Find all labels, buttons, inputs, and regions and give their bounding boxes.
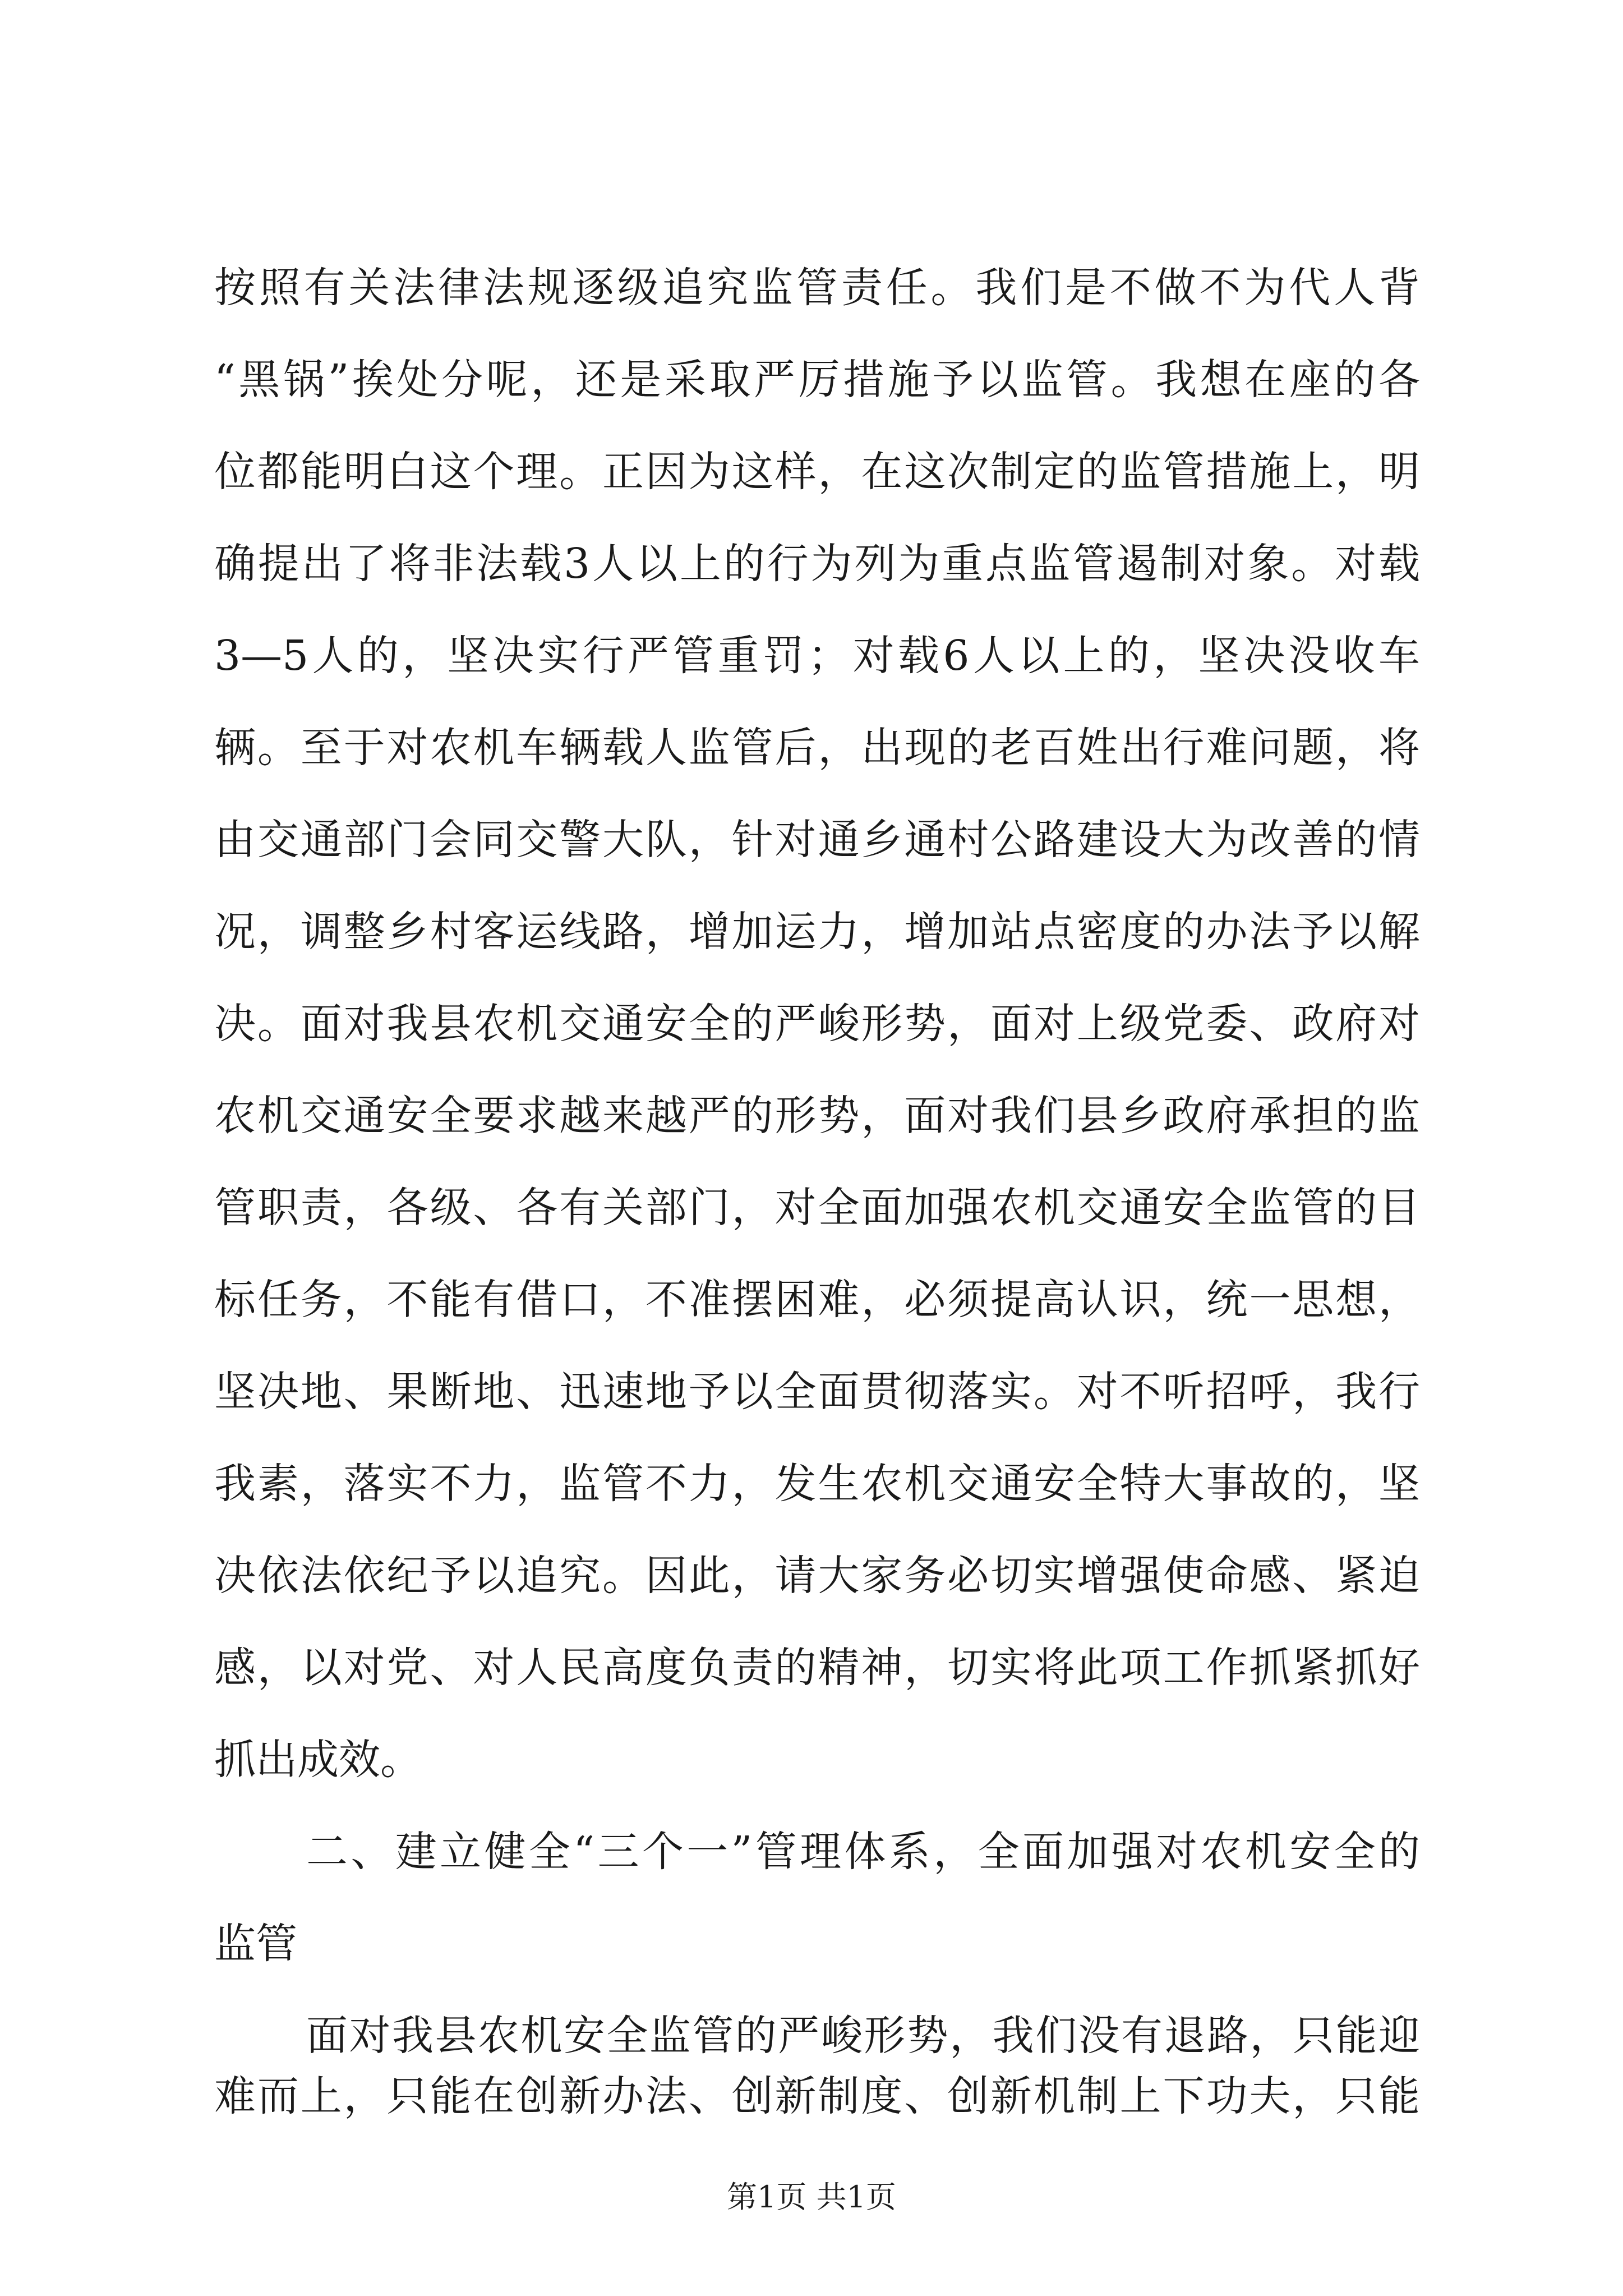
text-line: 感，以对党、对人民高度负责的精神，切实将此项工作抓紧抓好 <box>214 1644 1420 1692</box>
text-line: “黑锅”挨处分呢，还是采取严厉措施予以监管。我想在座的各 <box>214 356 1420 404</box>
text-line: 面对我县农机安全监管的严峻形势，我们没有退路，只能迎 <box>306 2012 1420 2060</box>
text-line: 标任务，不能有借口，不准摆困难，必须提高认识，统一思想， <box>214 1276 1420 1324</box>
text-line: 3—5人的，坚决实行严管重罚；对载6人以上的，坚决没收车 <box>214 632 1420 680</box>
page-footer: 第1页 共1页 <box>727 2179 896 2215</box>
text-line: 我素，落实不力，监管不力，发生农机交通安全特大事故的，坚 <box>214 1460 1420 1508</box>
text-line: 辆。至于对农机车辆载人监管后，出现的老百姓出行难问题，将 <box>214 724 1420 772</box>
heading-line: 监管 <box>214 1920 297 1968</box>
text-line: 决依法依纪予以追究。因此，请大家务必切实增强使命感、紧迫 <box>214 1552 1420 1600</box>
text-line: 况，调整乡村客运线路，增加运力，增加站点密度的办法予以解 <box>214 908 1420 956</box>
text-line: 抓出成效。 <box>214 1736 422 1784</box>
text-line: 由交通部门会同交警大队，针对通乡通村公路建设大为改善的情 <box>214 816 1420 864</box>
heading-line: 二、建立健全“三个一”管理体系，全面加强对农机安全的 <box>306 1828 1420 1876</box>
text-line: 决。面对我县农机交通安全的严峻形势，面对上级党委、政府对 <box>214 1000 1420 1048</box>
text-line: 确提出了将非法载3人以上的行为列为重点监管遏制对象。对载 <box>214 540 1420 588</box>
text-line: 农机交通安全要求越来越严的形势，面对我们县乡政府承担的监 <box>214 1092 1420 1140</box>
text-line: 难而上，只能在创新办法、创新制度、创新机制上下功夫，只能 <box>214 2072 1420 2120</box>
text-line: 坚决地、果断地、迅速地予以全面贯彻落实。对不听招呼，我行 <box>214 1368 1420 1416</box>
text-line: 管职责，各级、各有关部门，对全面加强农机交通安全监管的目 <box>214 1184 1420 1232</box>
text-line: 按照有关法律法规逐级追究监管责任。我们是不做不为代人背 <box>214 264 1420 312</box>
text-line: 位都能明白这个理。正因为这样，在这次制定的监管措施上，明 <box>214 448 1420 496</box>
